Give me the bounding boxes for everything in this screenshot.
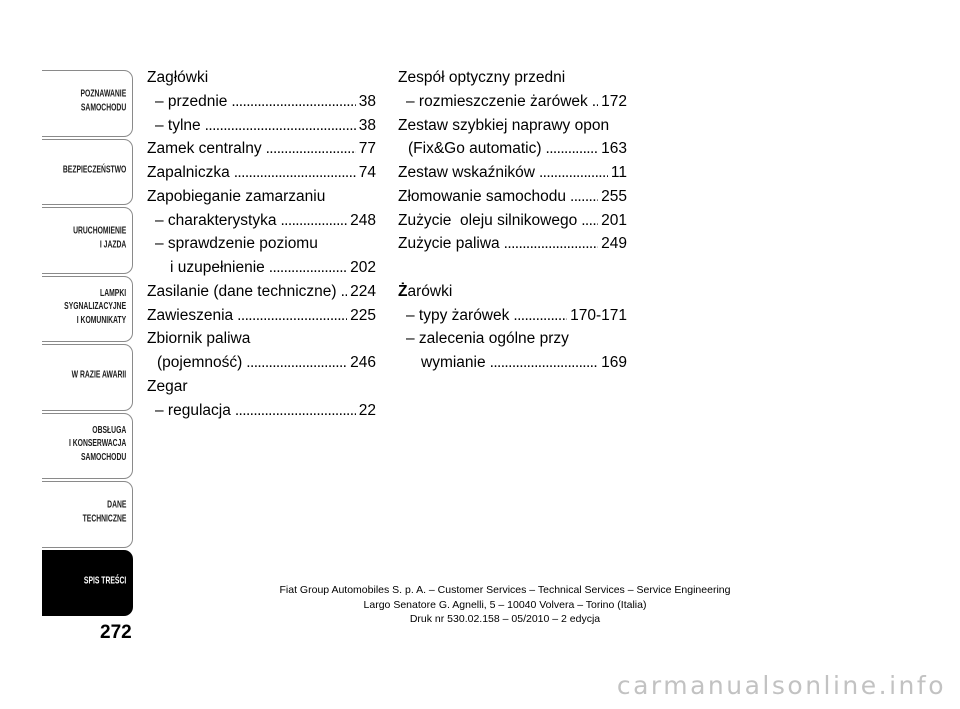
index-entry-page: 169 xyxy=(601,354,627,371)
dot-leader xyxy=(592,90,598,114)
footer-line: Druk nr 530.02.158 – 05/2010 – 2 edycja xyxy=(409,613,601,625)
index-entry-label: Zegar xyxy=(147,377,188,395)
index-entry xyxy=(398,185,627,209)
footer-line: Largo Senatore G. Agnelli, 5 – 10040 Volvera – Torino (Italia) xyxy=(363,598,647,611)
tab-label-line: SAMOCHODU xyxy=(80,451,126,463)
dot-leader xyxy=(570,185,598,209)
index-column-left xyxy=(147,66,376,422)
dot-leader xyxy=(231,90,355,114)
index-entry-label: – regulacja xyxy=(155,401,231,419)
index-entry-label: (pojemność) xyxy=(157,354,243,371)
dot-leader xyxy=(504,232,598,256)
index-entry-label: – charakterystyka xyxy=(155,211,277,229)
tab-label-line: W RAZIE AWARII xyxy=(71,369,126,381)
tab-label-line: OBSŁUGA xyxy=(92,424,126,436)
index-entry-label: Zawieszenia xyxy=(147,306,234,324)
index-entry xyxy=(147,351,376,375)
index-entry-label: – sprawdzenie poziomu xyxy=(155,235,318,253)
index-entry-label: Zagłówki xyxy=(147,69,209,86)
index-entry-label: Złomowanie samochodu xyxy=(398,187,567,205)
index-entry-label: i uzupełnienie xyxy=(170,259,265,276)
tab-label xyxy=(82,499,126,526)
tab-lampki-sygnalizacyjne[interactable] xyxy=(42,276,133,343)
index-entry-page: 22 xyxy=(358,401,376,419)
tab-obsluga-i-konserwacja[interactable] xyxy=(42,413,133,480)
tab-label-line: SAMOCHODU xyxy=(80,102,126,114)
index-entry-page: 248 xyxy=(350,211,376,229)
dot-leader xyxy=(234,161,356,185)
index-entry xyxy=(147,399,376,423)
tab-label-line: I KOMUNIKATY xyxy=(76,314,126,326)
index-entry-label: Zestaw wskaźników xyxy=(398,164,535,181)
index-entry-page: 74 xyxy=(358,164,376,181)
tab-label xyxy=(80,88,126,115)
index-entry xyxy=(147,256,376,280)
index-entry xyxy=(398,280,627,304)
index-entry xyxy=(398,161,627,185)
tab-label xyxy=(84,574,126,588)
dot-leader xyxy=(539,161,608,185)
index-column-right xyxy=(398,66,627,375)
tab-label xyxy=(71,369,126,383)
index-entry-label: Zapalniczka xyxy=(147,164,230,181)
index-entry-label: Zbiornik paliwa xyxy=(147,330,251,348)
index-entry xyxy=(398,66,627,90)
section-tabs xyxy=(42,70,133,618)
index-entry-page: 77 xyxy=(358,140,376,158)
tab-label-line: I JAZDA xyxy=(99,239,126,251)
watermark-text: carmanualsonline.info xyxy=(616,671,946,700)
index-entry xyxy=(147,66,376,90)
index-entry-page: 255 xyxy=(601,187,627,205)
index-entry xyxy=(147,280,376,304)
tab-label xyxy=(73,225,126,252)
dot-leader xyxy=(341,280,348,304)
index-entry-label: – rozmieszczenie żarówek xyxy=(406,92,588,110)
tab-spis-tresci[interactable] xyxy=(42,550,133,617)
dot-leader xyxy=(237,304,347,328)
index-entry xyxy=(398,304,627,328)
tab-uruchomienie-i-jazda[interactable] xyxy=(42,207,133,274)
index-entry-label: Zamek centralny xyxy=(147,140,262,158)
tab-label xyxy=(69,424,126,465)
index-entry-label: – typy żarówek xyxy=(406,306,510,324)
tab-label-line: I KONSERWACJA xyxy=(68,438,126,449)
index-entry-label: Zestaw szybkiej naprawy opon xyxy=(398,116,610,134)
index-entry xyxy=(147,232,376,256)
index-entry xyxy=(147,304,376,328)
tab-label-line: POZNAWANIE xyxy=(80,88,126,100)
tab-w-razie-awarii[interactable] xyxy=(42,344,133,411)
index-entry xyxy=(147,327,376,351)
index-entry-label: Zapobieganie zamarzaniu xyxy=(147,187,326,205)
tab-label-line: LAMPKI xyxy=(99,287,126,299)
index-entry xyxy=(147,375,376,399)
index-entry-page: 38 xyxy=(358,116,376,134)
index-entry xyxy=(398,90,627,114)
dot-leader xyxy=(546,137,599,161)
index-entry-page: 225 xyxy=(350,306,376,324)
index-entry xyxy=(398,327,627,351)
index-entry-label: Żarówki xyxy=(398,282,453,300)
tab-label-line: TECHNICZNE xyxy=(82,513,126,525)
dot-leader xyxy=(235,399,356,423)
index-entry xyxy=(398,351,627,375)
index-entry-page: 202 xyxy=(350,259,376,276)
tab-label xyxy=(64,287,126,328)
index-entry xyxy=(398,114,627,138)
index-entry-label: – przednie xyxy=(155,92,228,110)
dot-leader xyxy=(205,114,356,138)
index-entry-page: 11 xyxy=(610,164,627,181)
index-entry-label: – zalecenia ogólne przy xyxy=(406,330,569,348)
index-entry-label: Zespół optyczny przedni xyxy=(398,69,566,86)
index-entry-label: (Fix&Go automatic) xyxy=(408,140,542,158)
index-entry-page: 172 xyxy=(601,92,627,110)
tab-label-line: SYGNALIZACYJNE xyxy=(64,301,126,312)
dot-leader xyxy=(581,209,598,233)
tab-label xyxy=(63,163,126,177)
index-entry-label: Zasilanie (dane techniczne) xyxy=(147,282,337,300)
tab-bezpieczenstwo[interactable] xyxy=(42,139,133,206)
dot-leader xyxy=(266,137,356,161)
dot-leader xyxy=(513,304,567,328)
index-entry xyxy=(147,90,376,114)
dot-leader xyxy=(490,351,599,375)
footer-line: Fiat Group Automobiles S. p. A. – Customer Services – Technical Services – Service Engineering xyxy=(279,584,731,596)
index-entry xyxy=(147,114,376,138)
index-entry-page: 249 xyxy=(601,235,627,253)
index-entry-label: Zużycie oleju silnikowego xyxy=(398,211,578,229)
index-entry-page: 224 xyxy=(350,282,376,300)
index-entry xyxy=(147,185,376,209)
tab-label-line: DANE xyxy=(106,499,126,511)
index-entry-page: 201 xyxy=(601,211,627,229)
dot-leader xyxy=(269,256,347,280)
index-entry xyxy=(398,209,627,233)
index-entry-page: 246 xyxy=(350,354,376,371)
publisher-footer xyxy=(230,583,780,627)
index-entry-page: 163 xyxy=(601,140,627,158)
index-entry xyxy=(147,137,376,161)
dot-leader xyxy=(280,209,347,233)
index-entry xyxy=(147,161,376,185)
tab-dane-techniczne[interactable] xyxy=(42,481,133,548)
section-gap xyxy=(398,256,627,280)
index-entry xyxy=(398,137,627,161)
index-entry-label: Zużycie paliwa xyxy=(398,235,500,253)
index-entry-page: 38 xyxy=(358,92,376,110)
index-entry xyxy=(147,209,376,233)
page-number: 272 xyxy=(100,622,132,643)
index-entry-label: wymianie xyxy=(421,354,486,371)
tab-label-line: BEZPIECZEŃSTWO xyxy=(62,164,126,175)
index-entry-label: – tylne xyxy=(155,116,201,134)
dot-leader xyxy=(246,351,347,375)
index-entry xyxy=(398,232,627,256)
index-entry-page: 170-171 xyxy=(570,306,627,324)
tab-label-line: SPIS TREŚCI xyxy=(83,575,126,586)
tab-poznawanie-samochodu[interactable] xyxy=(42,70,133,137)
tab-label-line: URUCHOMIENIE xyxy=(72,225,126,237)
